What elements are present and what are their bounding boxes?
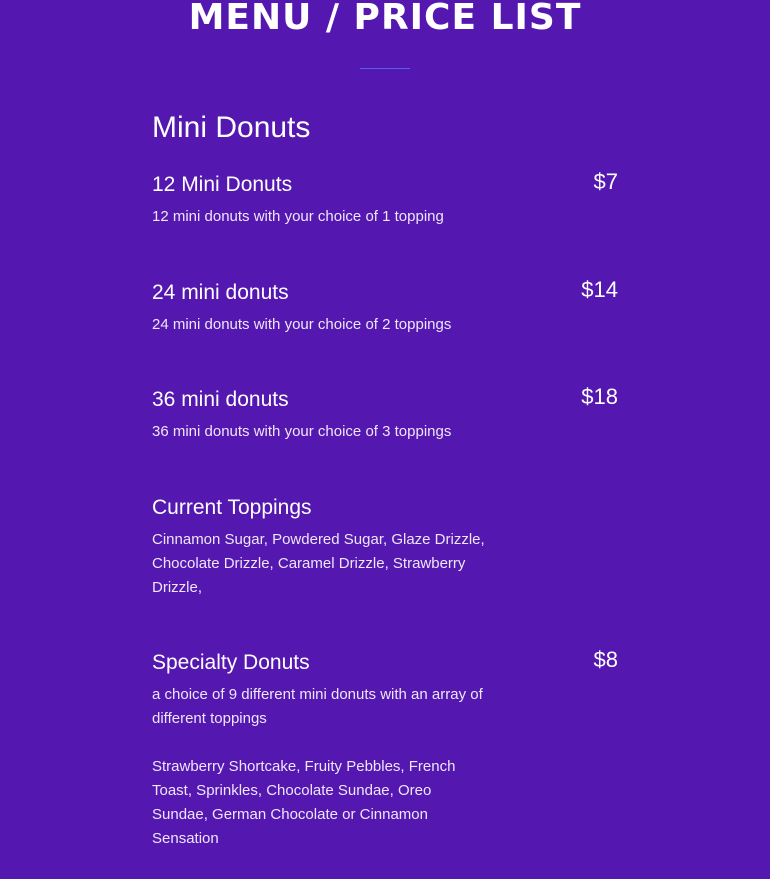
page-title: MENU / PRICE LIST bbox=[188, 0, 582, 38]
item-name: 36 mini donuts bbox=[152, 388, 289, 411]
item-description: 12 mini donuts with your choice of 1 topping bbox=[152, 208, 444, 225]
item-description: 36 mini donuts with your choice of 3 toppings bbox=[152, 423, 452, 440]
item-name: 12 Mini Donuts bbox=[152, 173, 293, 196]
item-price: $7 bbox=[593, 169, 618, 194]
item-price: $18 bbox=[581, 384, 618, 409]
item-price: $14 bbox=[581, 277, 618, 302]
item-name: Current Toppings bbox=[152, 496, 312, 519]
title-divider bbox=[360, 68, 410, 69]
item-name: 24 mini donuts bbox=[152, 281, 289, 304]
item-description: a choice of 9 different mini donuts with an array of different toppings bbox=[152, 686, 483, 727]
item-price: $8 bbox=[593, 647, 618, 672]
item-description: 24 mini donuts with your choice of 2 toppings bbox=[152, 316, 452, 333]
specialty-flavors-list: Strawberry Shortcake, Fruity Pebbles, French Toast, Sprinkles, Chocolate Sundae, Oreo Sundae, German Chocolate or Cinnamon Sensation bbox=[152, 758, 456, 847]
section-heading: Mini Donuts bbox=[152, 111, 311, 144]
item-description: Cinnamon Sugar, Powdered Sugar, Glaze Drizzle, Chocolate Drizzle, Caramel Drizzle, Strawberry Drizzle, bbox=[152, 531, 485, 596]
item-name: Specialty Donuts bbox=[152, 651, 310, 674]
